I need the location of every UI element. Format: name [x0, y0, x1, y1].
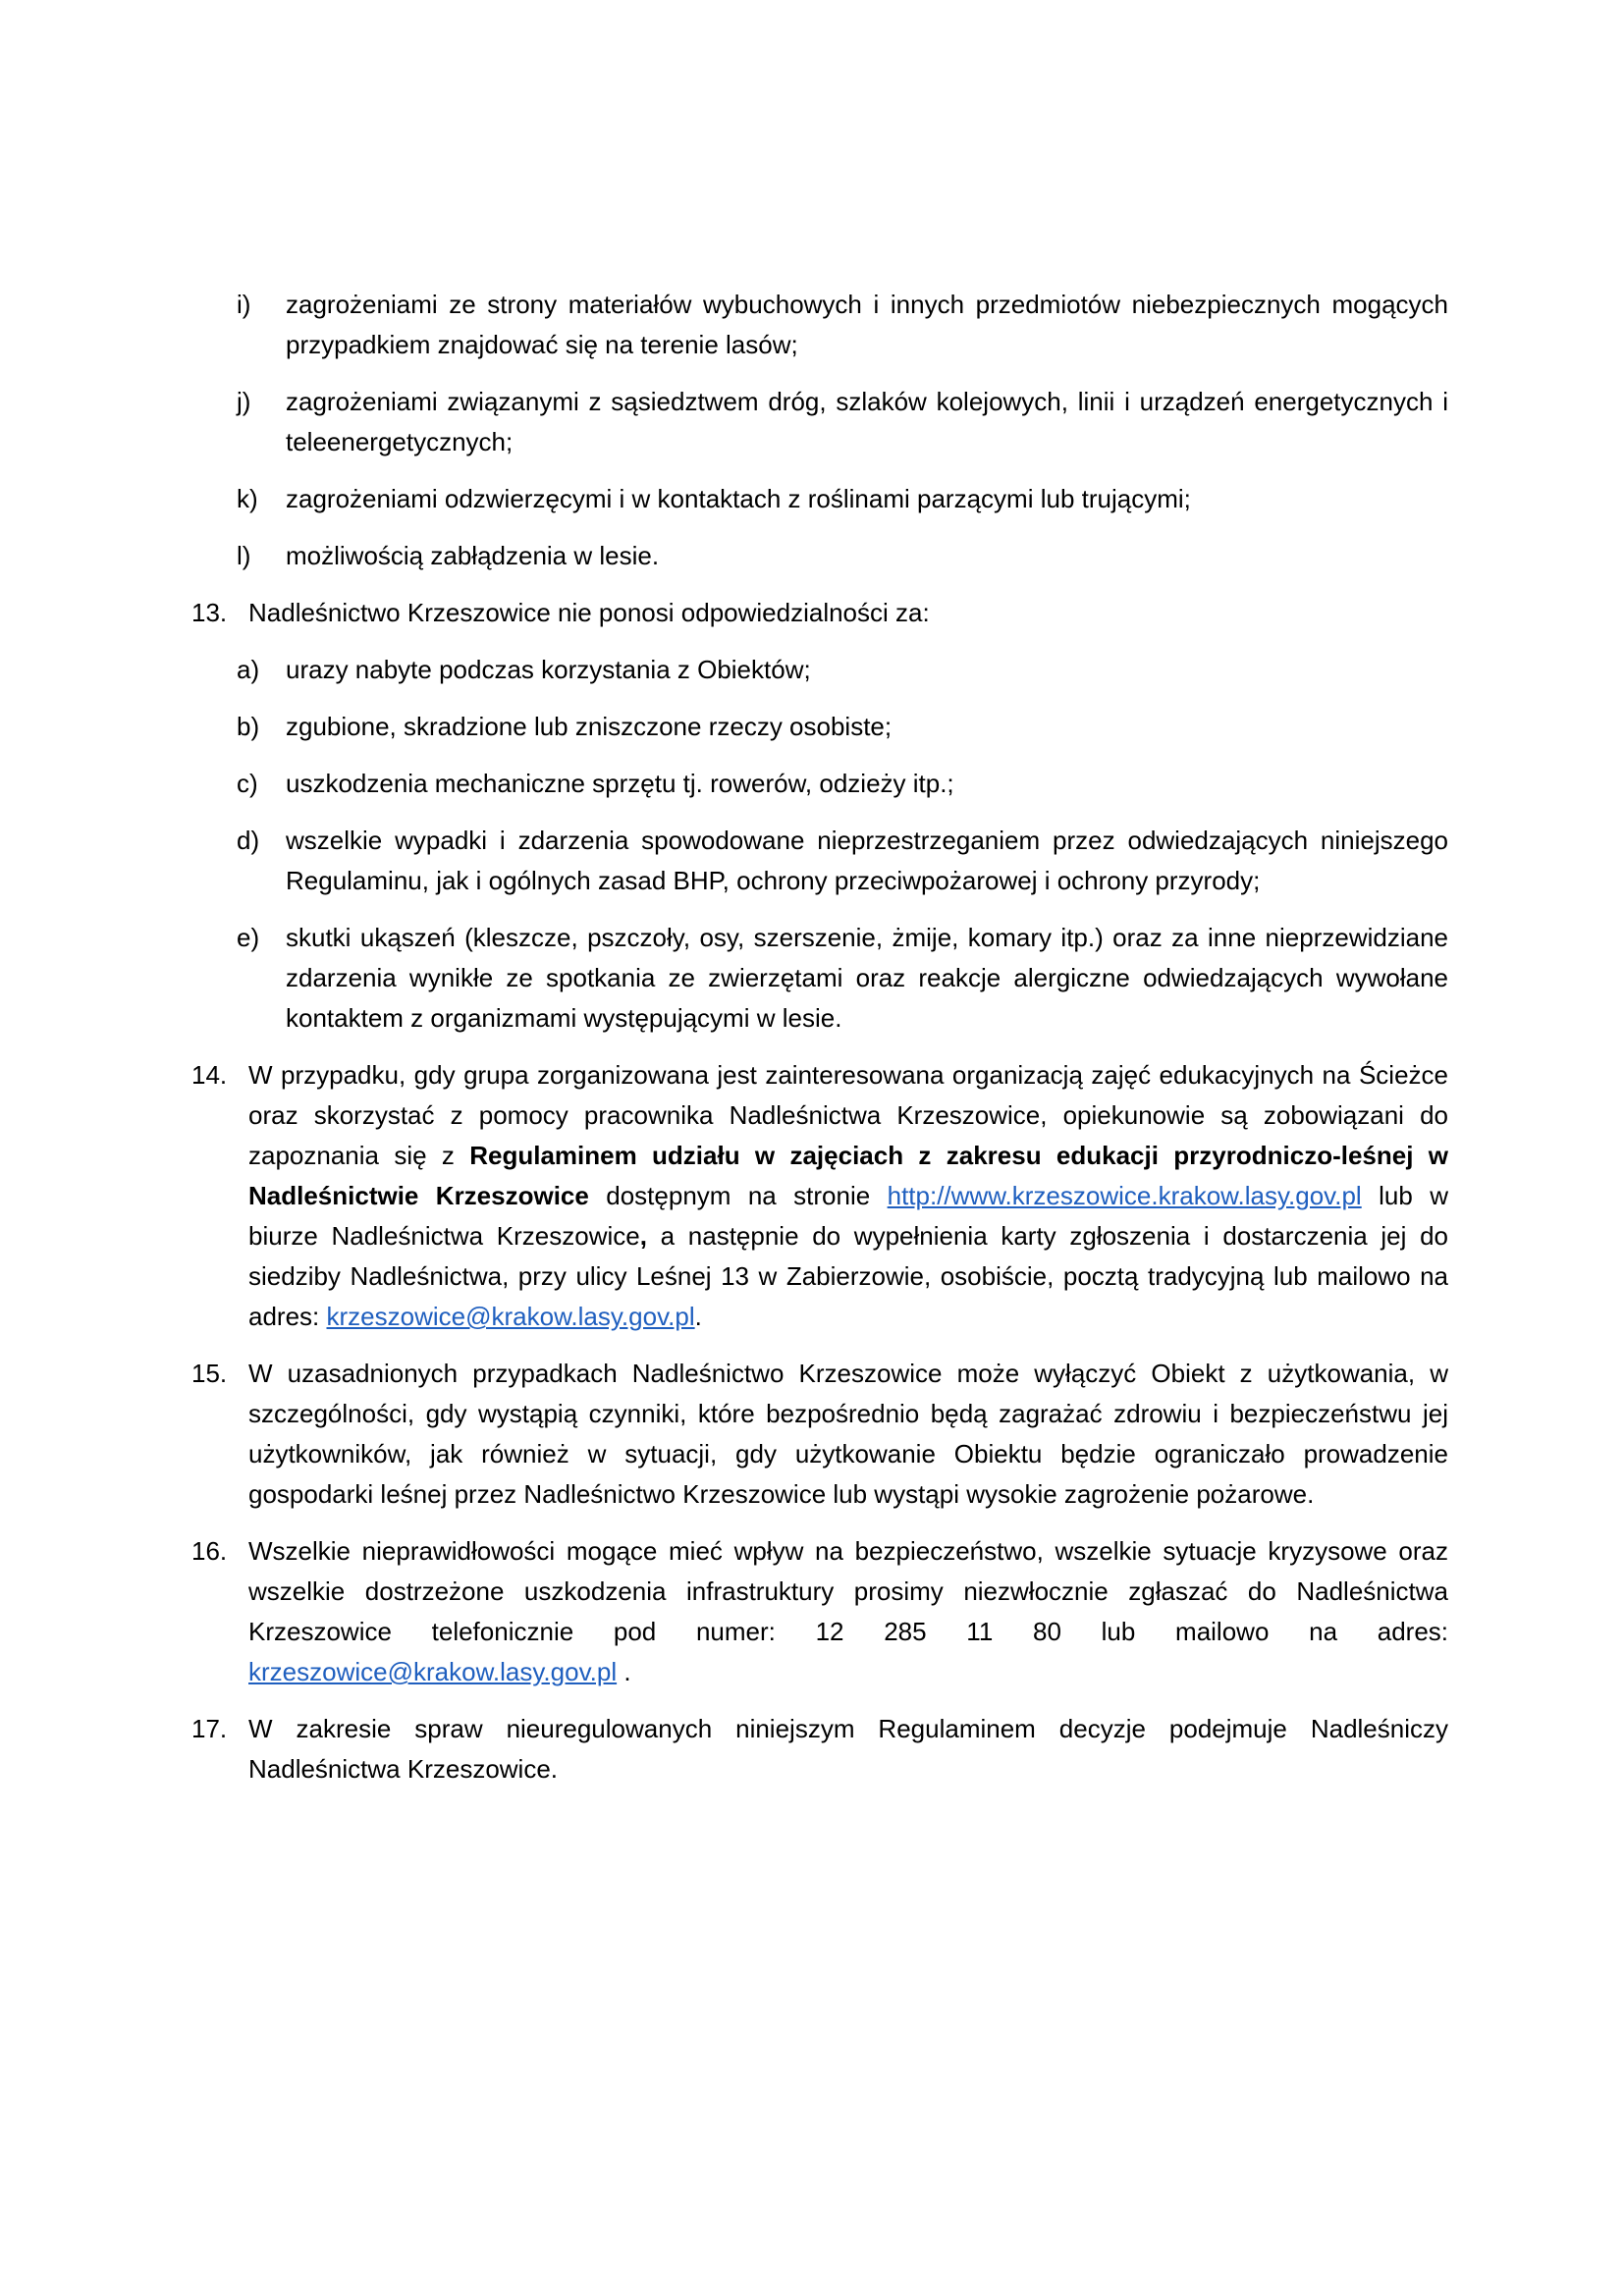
list-marker: a) [237, 655, 260, 684]
list-item-text: wszelkie wypadki i zdarzenia spowodowane nieprzestrzeganiem przez odwiedzających niniejszego Regulaminu, jak i ogólnych zasad BHP, ochrony przeciwpożarowej i ochrony przyrody; [286, 826, 1448, 895]
list-item-k [191, 479, 1448, 519]
list-item-l [191, 536, 1448, 576]
section-text: W uzasadnionych przypadkach Nadleśnictwo Krzeszowice może wyłączyć Obiekt z użytkowania, w szczególności, gdy wystąpią czynniki, które bezpośrednio będą zagrażać zdrowiu i bezpieczeństwu jej użytkowników, jak również w sytuacji, gdy użytkowanie Obiektu będzie ograniczało prowadzenie gospodarki leśnej przez Nadleśnictwo Krzeszowice lub wystąpi wysokie zagrożenie pożarowe. [248, 1359, 1448, 1509]
section-number: 14. [191, 1060, 228, 1090]
list-item-text: zgubione, skradzione lub zniszczone rzeczy osobiste; [286, 712, 893, 741]
section-text: dostępnym na stronie [588, 1181, 888, 1210]
section-13 [191, 593, 1448, 633]
list-marker: d) [237, 826, 260, 855]
list-item-text: możliwością zabłądzenia w lesie. [286, 541, 660, 570]
list-marker: e) [237, 923, 260, 952]
list-marker: c) [237, 769, 258, 798]
list-marker: j) [237, 387, 251, 416]
list-item-text: zagrożeniami ze strony materiałów wybuchowych i innych przedmiotów niebezpiecznych mogących przypadkiem znajdować się na terenie lasów; [286, 290, 1448, 359]
section-text: Wszelkie nieprawidłowości mogące mieć wpływ na bezpieczeństwo, wszelkie sytuacje kryzysowe oraz wszelkie dostrzeżone uszkodzenia infrastruktury prosimy niezwłocznie zgłaszać do Nadleśnictwa Krzeszowice telefonicznie pod numer: 12 285 11 80 lub mailowo na adres: [248, 1536, 1448, 1646]
email-link[interactable]: krzeszowice@krakow.lasy.gov.pl [248, 1657, 618, 1686]
section-text: lub w biurze Nadleśnictwa Krzeszowice [248, 1181, 1448, 1251]
website-link[interactable]: http://www.krzeszowice.krakow.lasy.gov.pl [887, 1181, 1362, 1210]
list-marker: k) [237, 484, 258, 513]
list-item-i [191, 285, 1448, 365]
section-14 [191, 1055, 1448, 1337]
list-marker: l) [237, 541, 251, 570]
list-item-d [191, 821, 1448, 901]
list-item-text: zagrożeniami odzwierzęcymi i w kontaktach z roślinami parzącymi lub trującymi; [286, 484, 1191, 513]
list-item-text: skutki ukąszeń (kleszcze, pszczoły, osy, szerszenie, żmije, komary itp.) oraz za inne nieprzewidziane zdarzenia wynikłe ze spotkania ze zwierzętami oraz reakcje alergiczne odwiedzających wywołane kontaktem z organizmami występującymi w lesie. [286, 923, 1448, 1033]
email-link[interactable]: krzeszowice@krakow.lasy.gov.pl [326, 1302, 695, 1331]
section-17 [191, 1709, 1448, 1789]
section-number: 13. [191, 598, 228, 627]
list-marker: i) [237, 290, 251, 319]
list-item-c [191, 764, 1448, 804]
list-item-e [191, 918, 1448, 1039]
list-marker: b) [237, 712, 260, 741]
section-text: . [617, 1657, 631, 1686]
list-item-a [191, 650, 1448, 690]
section-text: Nadleśnictwo Krzeszowice nie ponosi odpowiedzialności za: [248, 598, 930, 627]
section-16 [191, 1531, 1448, 1692]
list-item-b [191, 707, 1448, 747]
section-text: . [694, 1302, 702, 1331]
section-number: 17. [191, 1714, 228, 1743]
list-item-text: uszkodzenia mechaniczne sprzętu tj. rowerów, odzieży itp.; [286, 769, 954, 798]
list-item-text: zagrożeniami związanymi z sąsiedztwem dróg, szlaków kolejowych, linii i urządzeń energetycznych i teleenergetycznych; [286, 387, 1448, 456]
section-number: 16. [191, 1536, 228, 1566]
list-item-text: urazy nabyte podczas korzystania z Obiektów; [286, 655, 811, 684]
bold-comma: , [639, 1221, 647, 1251]
section-text: W zakresie spraw nieuregulowanych niniejszym Regulaminem decyzje podejmuje Nadleśniczy Nadleśnictwa Krzeszowice. [248, 1714, 1448, 1784]
section-text: a następnie do wypełnienia karty zgłoszenia i dostarczenia jej do siedziby Nadleśnictwa, przy ulicy Leśnej 13 w Zabierzowie, osobiście, pocztą tradycyjną lub mailowo na adres: [248, 1221, 1449, 1331]
regulation-title: Regulaminem udziału w zajęciach z zakresu edukacji przyrodniczo-leśnej w Nadleśnictwie Krzeszowice [248, 1141, 1448, 1210]
regulations-content [191, 285, 1448, 1806]
section-number: 15. [191, 1359, 228, 1388]
section-text: W przypadku, gdy grupa zorganizowana jest zainteresowana organizacją zajęć edukacyjnych na Ścieżce oraz skorzystać z pomocy pracownika Nadleśnictwa Krzeszowice, opiekunowie są zobowiązani do zapoznania się z [248, 1060, 1448, 1170]
section-15 [191, 1354, 1448, 1515]
list-item-j [191, 382, 1448, 462]
